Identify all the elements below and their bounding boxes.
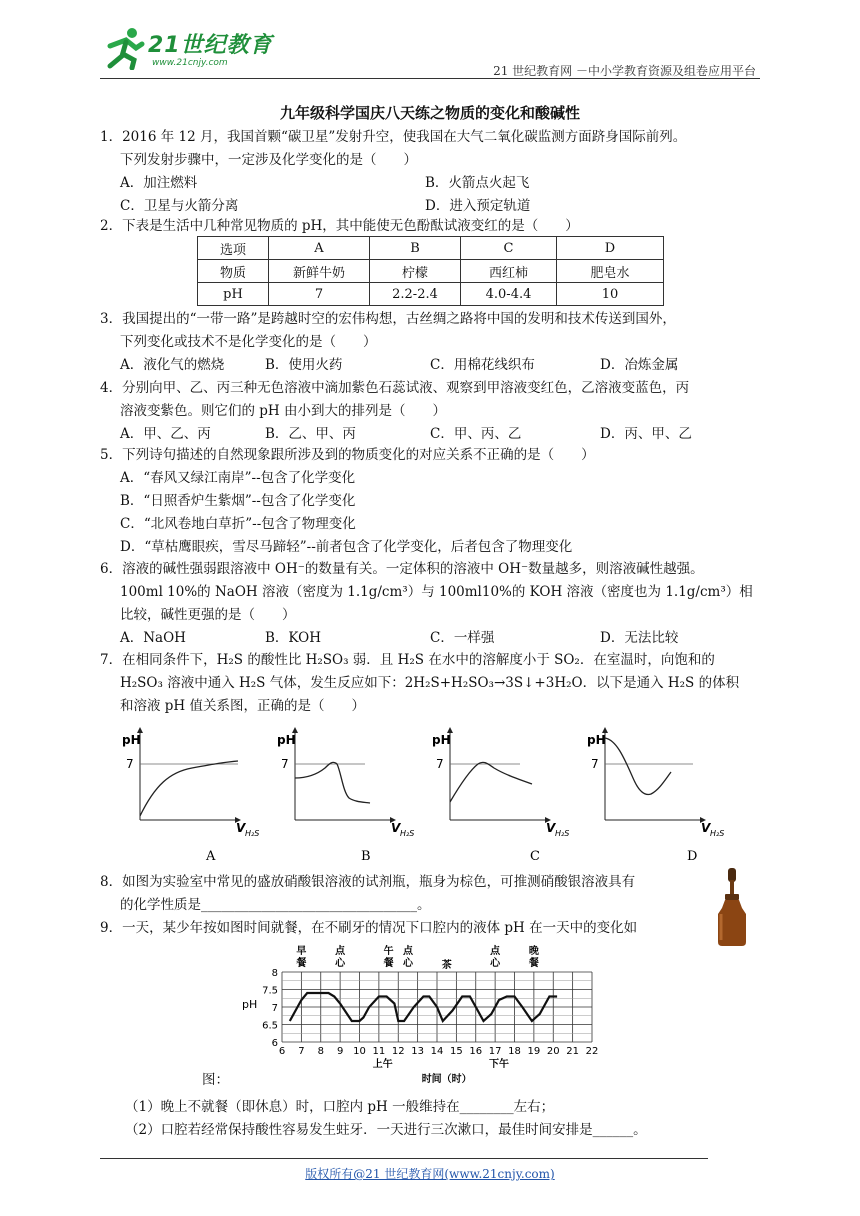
- x-tick-label: 7: [298, 1046, 305, 1057]
- graph-option-label: A: [206, 849, 216, 864]
- ph-day-chart: [240, 940, 600, 1085]
- q5-option-d: D．“草枯鹰眼疾，雪尽马蹄轻”--前者包含了化学变化，后者包含了物理变化: [120, 539, 573, 555]
- meal-label: [403, 944, 414, 969]
- y-tick-label: 6.5: [262, 1020, 278, 1032]
- meal-label: [442, 958, 452, 971]
- meal-label: [295, 945, 306, 969]
- q3-stem-2: 下列变化或技术不是化学变化的是（ ）: [120, 334, 377, 350]
- svg-text:午: 午: [383, 946, 394, 957]
- q4-stem-1: 4．分别向甲、乙、丙三种无色溶液中滴加紫色石蕊试液、观察到甲溶液变红色，乙溶液变蓝色，丙: [100, 380, 690, 396]
- x-tick-label: 8: [317, 1046, 324, 1057]
- logo-sub: www.21cnjy.com: [152, 58, 228, 68]
- meal-label: [335, 944, 346, 969]
- logo-runner-icon: [102, 26, 148, 70]
- table-cell: B: [370, 237, 461, 260]
- svg-text:点: 点: [490, 946, 501, 957]
- q5-option-b: B．“日照香炉生紫烟”--包含了化学变化: [120, 493, 356, 509]
- table-cell: 物质: [198, 260, 269, 283]
- q1-stem-2: 下列发射步骤中，一定涉及化学变化的是（ ）: [120, 152, 417, 168]
- x-tick-label: 20: [546, 1046, 560, 1057]
- q8-stem-1: 8．如图为实验室中常见的盛放硝酸银溶液的试剂瓶，瓶身为棕色，可推测硝酸银溶液具有: [100, 874, 636, 890]
- q9-sub-2: （2）口腔若经常保持酸性容易发生蛀牙．一天进行三次漱口，最佳时间安排是______。: [125, 1122, 647, 1138]
- page-title: 九年级科学国庆八天练之物质的变化和酸碱性: [279, 104, 580, 122]
- logo-main: 21世纪教育: [148, 33, 273, 58]
- graph-ref-label: 7: [281, 757, 289, 771]
- q6-option-d: D．无法比较: [600, 630, 679, 646]
- q1-stem-1: 1．2016 年 12 月，我国首颗“碳卫星”发射升空，使我国在大气二氧化碳监测方面跻身国际前列。: [100, 129, 687, 145]
- q5-option-c: C．“北风卷地白草折”--包含了物理变化: [120, 516, 356, 532]
- table-cell: 肥皂水: [557, 260, 664, 283]
- header: [100, 20, 760, 80]
- graph-x-label: V: [546, 821, 556, 835]
- graph-option-label: C: [530, 849, 540, 864]
- table-row: [198, 260, 664, 283]
- svg-text:早: 早: [296, 946, 307, 957]
- graph-ref-label: 7: [436, 757, 444, 771]
- svg-text:餐: 餐: [383, 958, 394, 969]
- y-tick-label: 8: [271, 968, 278, 979]
- period-label-pm: 下午: [489, 1059, 509, 1070]
- svg-text:心: 心: [335, 958, 346, 969]
- table-row: [198, 283, 664, 306]
- q8-answer-blank[interactable]: ________________________________。: [201, 897, 431, 913]
- q9-sub-1: （1）晚上不就餐（即休息）时，口腔内 pH 一般维持在________左右；: [125, 1099, 555, 1115]
- q4-option-c: C．甲、丙、乙: [430, 426, 522, 442]
- y-tick-label: 6: [271, 1038, 278, 1049]
- table-cell: A: [269, 237, 370, 260]
- graph-option-label: B: [361, 849, 371, 864]
- x-tick-label: 15: [450, 1046, 463, 1057]
- q3-option-b: B．使用火药: [265, 357, 343, 373]
- svg-text:餐: 餐: [528, 958, 539, 969]
- x-tick-label: 10: [353, 1046, 366, 1057]
- graph-ref-label: 7: [591, 757, 599, 771]
- meal-label: [528, 944, 539, 969]
- q9-stem: 9．一天，某少年按如图时间就餐，在不刷牙的情况下口腔内的液体 pH 在一天中的变化如: [100, 920, 638, 936]
- q7-graphs: [110, 720, 750, 865]
- q1-option-a: A．加注燃料: [120, 175, 198, 191]
- q6-stem-1: 6．溶液的碱性强弱跟溶液中 OH⁻的数量有关。一定体积的溶液中 OH⁻数量越多，则溶液碱性越强。: [100, 561, 704, 577]
- table-cell: 西红柿: [461, 260, 557, 283]
- y-tick-label: 7.5: [262, 985, 278, 997]
- q4-option-d: D．丙、甲、乙: [600, 426, 692, 442]
- q7-stem-2: H₂SO₃ 溶液中通入 H₂S 气体，发生反应如下：2H₂S+H₂SO₃→3S↓+3H₂O．以下是通入 H₂S 的体积: [120, 675, 740, 691]
- svg-text:点: 点: [335, 946, 346, 957]
- q6-option-b: B．KOH: [265, 630, 321, 646]
- graph-x-label: V: [236, 821, 246, 835]
- footer-rule: [100, 1158, 708, 1159]
- y-tick-labels: [262, 968, 278, 1049]
- graph-x-sub: H₂S: [555, 829, 570, 838]
- x-tick-label: 18: [508, 1046, 521, 1057]
- svg-text:点: 点: [402, 946, 413, 957]
- q1-option-b: B．火箭点火起飞: [425, 175, 530, 191]
- q6-stem-3: 比较，碱性更强的是（ ）: [120, 607, 296, 623]
- graph-y-label: pH: [587, 733, 606, 747]
- q7-graph-c: [432, 728, 569, 864]
- ph-table: [197, 236, 664, 306]
- svg-text:心: 心: [490, 958, 501, 969]
- graph-y-label: pH: [122, 733, 141, 747]
- chart-y-label: pH: [242, 998, 258, 1011]
- x-tick-label: 22: [585, 1046, 599, 1057]
- q4-option-b: B．乙、甲、丙: [265, 426, 356, 442]
- copyright-link[interactable]: 版权所有@21 世纪教育网(www.21cnjy.com): [305, 1167, 555, 1181]
- q1-option-d: D．进入预定轨道: [425, 198, 531, 214]
- q8-stem-2-text: 的化学性质是: [120, 897, 201, 913]
- x-tick-label: 13: [411, 1046, 424, 1057]
- q5-stem: 5．下列诗句描述的自然现象跟所涉及到的物质变化的对应关系不正确的是（ ）: [100, 447, 595, 463]
- meal-label: [383, 944, 394, 969]
- x-tick-label: 14: [430, 1046, 444, 1057]
- graph-x-sub: H₂S: [245, 829, 260, 838]
- meal-labels: [295, 944, 539, 971]
- x-tick-label: 11: [372, 1046, 386, 1057]
- meal-label: [490, 944, 501, 969]
- svg-text:心: 心: [402, 958, 413, 969]
- table-cell: pH: [198, 283, 269, 306]
- q4-stem-2: 溶液变紫色。则它们的 pH 由小到大的排列是（ ）: [120, 403, 446, 419]
- x-tick-label: 12: [391, 1046, 405, 1057]
- table-cell: 2.2-2.4: [370, 283, 461, 306]
- x-tick-label: 17: [488, 1046, 502, 1057]
- q6-stem-2: 100ml 10%的 NaOH 溶液（密度为 1.1g/cm³）与 100ml10%的 KOH 溶液（密度也为 1.1g/cm³）相: [120, 584, 753, 600]
- table-cell: C: [461, 237, 557, 260]
- svg-text:茶: 茶: [441, 960, 452, 971]
- x-tick-label: 19: [527, 1046, 541, 1057]
- q7-graph-b: [277, 728, 414, 864]
- table-cell: 选项: [198, 237, 269, 260]
- q3-option-c: C．用棉花线织布: [430, 357, 535, 373]
- period-label-am: 上午: [372, 1059, 393, 1070]
- svg-text:餐: 餐: [296, 958, 307, 969]
- q7-stem-1: 7．在相同条件下，H₂S 的酸性比 H₂SO₃ 弱．且 H₂S 在水中的溶解度小于 SO₂．在室温时，向饱和的: [100, 652, 715, 668]
- header-rule: [100, 78, 760, 79]
- q7-stem-3: 和溶液 pH 值关系图，正确的是（ ）: [120, 698, 365, 714]
- graph-option-label: D: [687, 849, 698, 864]
- q6-option-c: C．一样强: [430, 630, 495, 646]
- graph-y-label: pH: [432, 733, 451, 747]
- table-cell: D: [557, 237, 664, 260]
- q7-graph-a: [122, 728, 259, 864]
- q9-figure-suffix: 图：: [202, 1072, 229, 1088]
- q4-option-a: A．甲、乙、丙: [120, 426, 211, 442]
- site-info: 21 世纪教育网 －中小学教育资源及组卷应用平台: [493, 64, 756, 78]
- x-tick-label: 21: [566, 1046, 579, 1057]
- q8-stem-2: [120, 893, 431, 913]
- graph-y-label: pH: [277, 733, 296, 747]
- q2-stem: 2．下表是生活中几种常见物质的 pH，其中能使无色酚酞试液变红的是（ ）: [100, 218, 579, 234]
- q3-option-d: D．冶炼金属: [600, 357, 679, 373]
- svg-text:晚: 晚: [528, 946, 539, 957]
- table-cell: 7: [269, 283, 370, 306]
- y-tick-label: 7: [271, 1003, 278, 1014]
- graph-ref-label: 7: [126, 757, 134, 771]
- x-tick-labels: [279, 1046, 599, 1057]
- reagent-bottle-icon: [712, 868, 752, 948]
- q3-stem-1: 3．我国提出的“一带一路”是跨越时空的宏伟构想，古丝绸之路将中国的发明和技术传送到国外，: [100, 311, 676, 327]
- x-tick-label: 16: [469, 1046, 483, 1057]
- q5-option-a: A．“春风又绿江南岸”--包含了化学变化: [120, 470, 356, 486]
- graph-x-sub: H₂S: [710, 829, 725, 838]
- chart-x-label: 时间（时）: [421, 1074, 472, 1085]
- table-cell: 柠檬: [370, 260, 461, 283]
- table-cell: 4.0-4.4: [461, 283, 557, 306]
- table-cell: 10: [557, 283, 664, 306]
- q7-graph-d: [587, 728, 724, 864]
- x-tick-label: 6: [278, 1046, 286, 1057]
- table-row: [198, 237, 664, 260]
- graph-x-sub: H₂S: [400, 829, 415, 838]
- graph-x-label: V: [391, 821, 401, 835]
- x-tick-label: 9: [336, 1046, 344, 1057]
- q3-option-a: A．液化气的燃烧: [120, 357, 225, 373]
- table-cell: 新鲜牛奶: [269, 260, 370, 283]
- q1-option-c: C．卫星与火箭分离: [120, 198, 239, 214]
- q6-option-a: A．NaOH: [120, 630, 186, 646]
- graph-x-label: V: [701, 821, 711, 835]
